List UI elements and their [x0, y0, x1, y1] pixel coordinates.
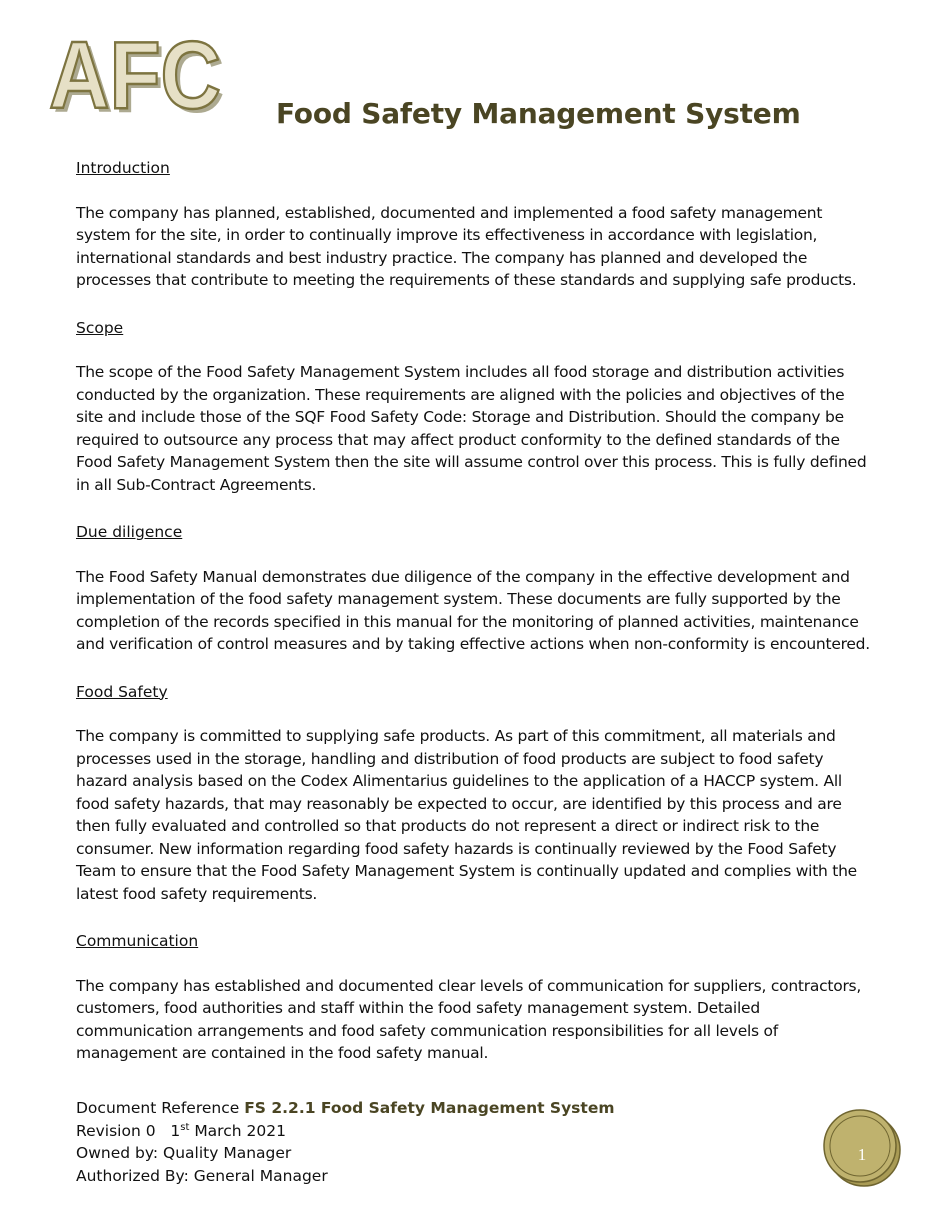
section-heading: Food Safety: [76, 682, 168, 701]
date-suffix: st: [180, 1121, 190, 1133]
afc-logo: [44, 18, 229, 118]
section-food-safety: [76, 681, 876, 906]
document-body: [76, 157, 876, 1090]
authorized-by: Authorized By: General Manager: [76, 1166, 328, 1185]
section-heading: Scope: [76, 318, 124, 337]
section-due-diligence: [76, 521, 876, 656]
section-paragraph: The Food Safety Manual demonstrates due diligence of the company in the effective development and implementation of the food safety management system. These documents are fully supported by the completion of the records specified in this manual for the monitoring of planned activities, maintenance and verification of control measures and by taking effective actions when non-conformity is encountered.: [76, 567, 870, 653]
section-communication: [76, 930, 876, 1065]
document-reference: [76, 1097, 615, 1120]
revision-line: [76, 1120, 615, 1143]
section-introduction: [76, 157, 876, 292]
logo-text: AFC: [49, 22, 221, 118]
owned-by: Owned by: Quality Manager: [76, 1144, 292, 1162]
date-day: 1: [170, 1121, 181, 1140]
section-paragraph: The company has established and documented clear levels of communication for suppliers, contractors, customers, food authorities and staff within the food safety management system. Detailed communication arrangements and food safety communication responsibilities for all levels of management are contained in the food safety manual.: [76, 976, 862, 1062]
section-heading: Due diligence: [76, 523, 183, 541]
document-title: Food Safety Management System: [276, 97, 801, 130]
page-number: 1: [857, 1145, 867, 1164]
date-rest: March 2021: [194, 1121, 286, 1140]
page-number-badge: [820, 1104, 904, 1188]
reference-label: Document Reference: [76, 1099, 240, 1117]
section-paragraph: The scope of the Food Safety Management System includes all food storage and distribution activities conducted by the organization. These requirements are aligned with the policies and objectives of the site and include those of the SQF Food Safety Code: Storage and Distribution. Should the company be required to outsource any process that may affect product conformity to the defined standards of the Food Safety Management System then the site will assume control over this process. This is fully defined in all Sub-Contract Agreements.: [76, 363, 867, 494]
document-footer: [76, 1097, 615, 1187]
section-paragraph: The company has planned, established, documented and implemented a food safety management system for the site, in order to continually improve its effectiveness in accordance with legislation, international standards and best industry practice. The company has planned and developed the processes that contribute to meeting the requirements of these standards and supplying safe products.: [76, 203, 857, 289]
section-paragraph: The company is committed to supplying safe products. As part of this commitment, all materials and processes used in the storage, handling and distribution of food products are subject to food safety hazard analysis based on the Codex Alimentarius guidelines to the application of a HACCP system. All food safety hazards, that may reasonably be expected to occur, are identified by this process and are then fully evaluated and controlled so that products do not represent a direct or indirect risk to the consumer. New information regarding food safety hazards is continually reviewed by the Food Safety Team to ensure that the Food Safety Management System is continually updated and complies with the latest food safety requirements.: [76, 727, 857, 903]
section-scope: [76, 317, 876, 497]
section-heading: Introduction: [76, 159, 170, 177]
revision: Revision 0: [76, 1121, 156, 1140]
logo-shadow: AFC: [53, 26, 225, 118]
reference-value: FS 2.2.1 Food Safety Management System: [244, 1099, 615, 1117]
section-heading: Communication: [76, 932, 199, 950]
